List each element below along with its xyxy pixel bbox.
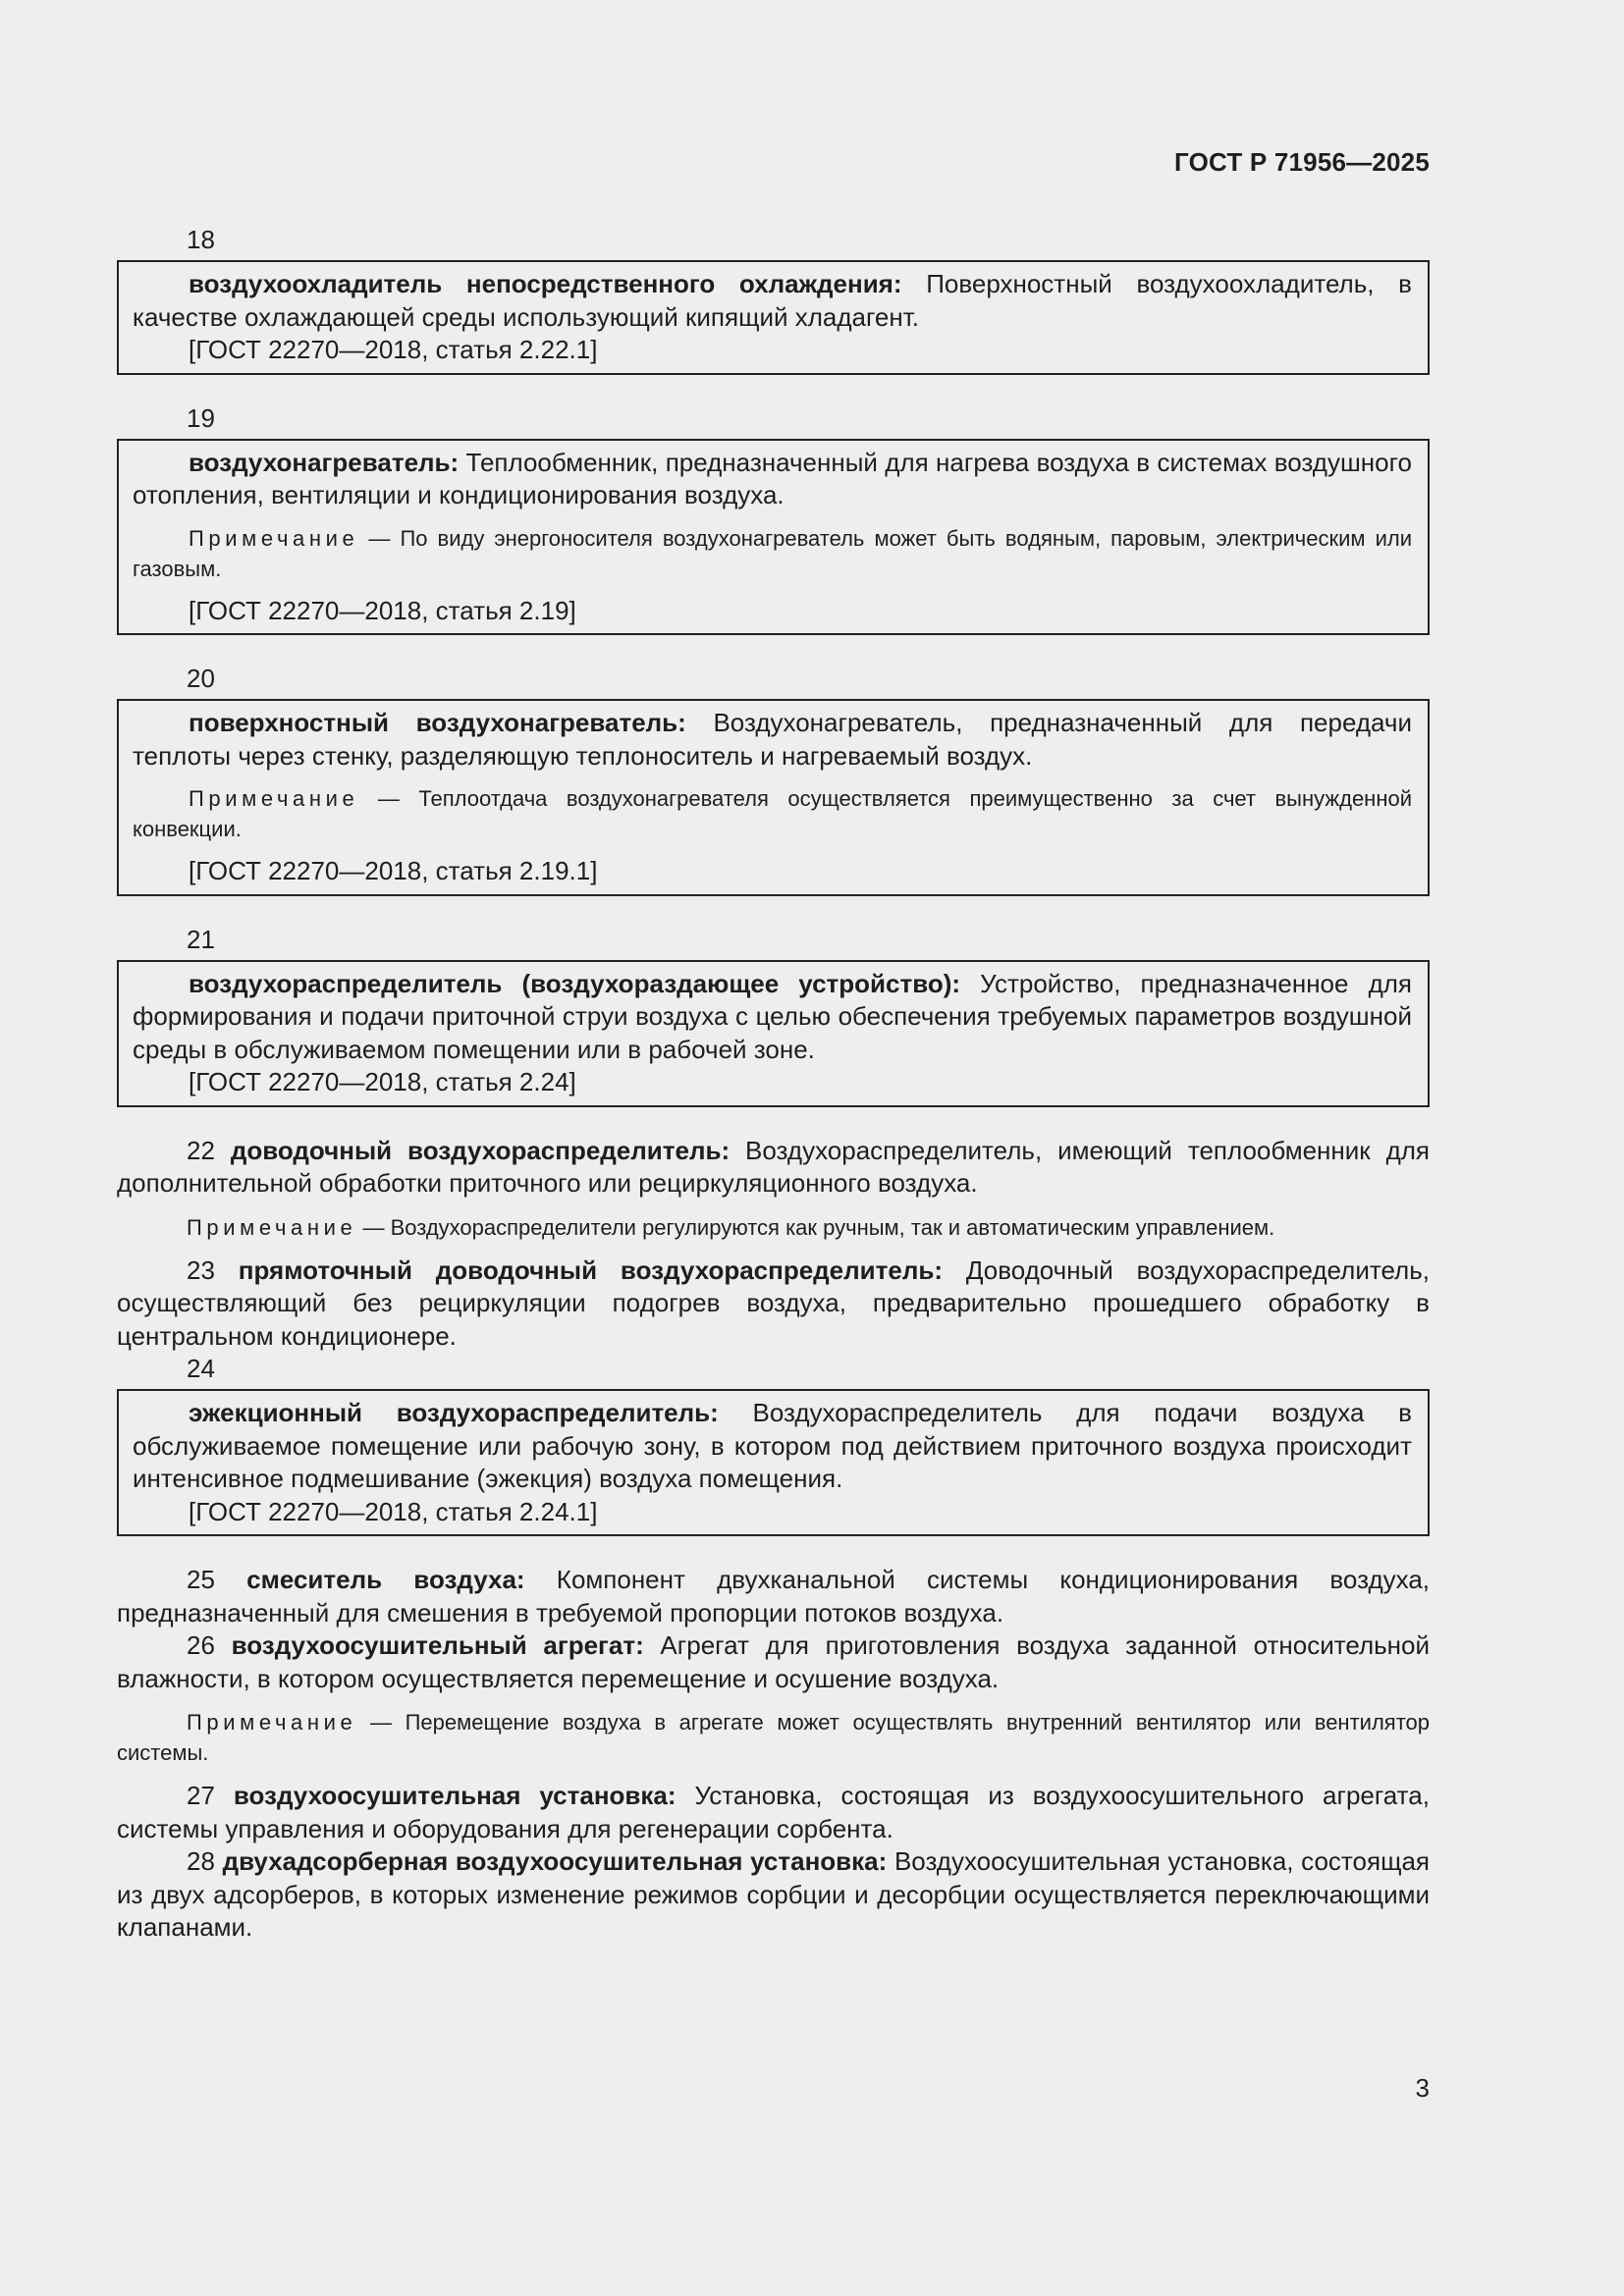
document-header-standard-code: ГОСТ Р 71956—2025: [1174, 147, 1430, 177]
term-title: доводочный воздухораспределитель:: [230, 1135, 731, 1165]
term-source: [ГОСТ 22270—2018, статья 2.24]: [189, 1067, 576, 1096]
term-number: 18: [187, 225, 215, 254]
term-definition-paragraph: [117, 1135, 1430, 1201]
term-paragraph-22: [117, 1135, 1430, 1243]
note-text: — Воздухораспределители регулируются как ручным, так и автоматическим управлением.: [356, 1214, 1275, 1240]
note-label: Примечание: [189, 786, 359, 811]
term-box-18: [117, 260, 1430, 375]
term-number: 24: [187, 1354, 215, 1383]
term-title: воздухоосушительный агрегат:: [231, 1630, 644, 1660]
term-definition-paragraph: [133, 1397, 1412, 1496]
term-source: [ГОСТ 22270—2018, статья 2.22.1]: [189, 335, 598, 364]
term-title: эжекционный воздухораспределитель:: [189, 1398, 719, 1427]
term-definition: Теплообменник, предназначенный для нагрева воздуха в системах воздушного отопления, вентиляции и кондиционирования воздуха.: [133, 447, 1412, 509]
term-definition-paragraph: [117, 1255, 1430, 1354]
note-label: Примечание: [187, 1710, 357, 1735]
term-definition-paragraph: [117, 1845, 1430, 1945]
note-text: — По виду энергоносителя воздухонагреватель может быть водяным, паровым, электрическим или газовым.: [133, 525, 1412, 581]
term-number: 26: [187, 1630, 215, 1660]
note-text: — Теплоотдача воздухонагревателя осуществляется преимущественно за счет вынужденной конвекции.: [133, 786, 1412, 841]
term-paragraph-27: [117, 1780, 1430, 1845]
term-number: 19: [187, 402, 215, 433]
term-definition-paragraph: [133, 968, 1412, 1067]
term-note: [133, 523, 1412, 584]
term-title: воздухоосушительная установка:: [233, 1781, 677, 1810]
term-paragraph-26: [117, 1629, 1430, 1768]
term-note: [117, 1707, 1430, 1768]
term-source: [ГОСТ 22270—2018, статья 2.19.1]: [189, 856, 598, 885]
term-paragraph-25: [117, 1564, 1430, 1629]
term-definition: Компонент двухканальной системы кондиционирования воздуха, предназначенный для смешения в требуемой пропорции потоков воздуха.: [117, 1565, 1431, 1628]
term-definition-paragraph: [117, 1780, 1430, 1845]
term-title: прямоточный доводочный воздухораспределитель:: [238, 1255, 943, 1285]
term-number: 23: [187, 1255, 215, 1285]
term-number: 28: [187, 1846, 215, 1876]
term-box-20: [117, 699, 1430, 896]
term-definition-paragraph: [133, 707, 1412, 773]
term-note: [133, 783, 1412, 844]
note-label: Примечание: [187, 1214, 357, 1240]
term-definition: Устройство, предназначенное для формирования и подачи приточной струи воздуха с целью обеспечения требуемых параметров воздушной среды в обслуживаемом помещении или в рабочей зоне.: [133, 968, 1412, 1064]
term-box-21: [117, 960, 1430, 1107]
note-label: Примечание: [189, 525, 359, 551]
term-number: 27: [187, 1781, 215, 1810]
term-number: 21: [187, 924, 215, 954]
term-note: [117, 1212, 1430, 1243]
term-definition: Воздухоосушительная установка, состоящая из двух адсорберов, в которых изменение режимов сорбции и десорбции осуществляется переключающими клапанами.: [117, 1846, 1431, 1942]
term-definition-paragraph: [117, 1629, 1430, 1695]
term-definition: Воздухораспределитель, имеющий теплообменник для дополнительной обработки приточного или рециркуляционного воздуха.: [117, 1135, 1430, 1198]
term-box-19: [117, 439, 1430, 636]
term-title: воздухораспределитель (воздухораздающее устройство):: [189, 968, 961, 998]
term-paragraph-23: [117, 1255, 1430, 1354]
term-source: [ГОСТ 22270—2018, статья 2.19]: [189, 595, 576, 625]
term-number: 25: [187, 1565, 215, 1594]
term-definition: Установка, состоящая из воздухоосушительного агрегата, системы управления и оборудования для регенерации сорбента.: [117, 1781, 1430, 1843]
term-definition: Агрегат для приготовления воздуха заданной относительной влажности, в котором осуществляется перемещение и осушение воздуха.: [117, 1630, 1430, 1693]
term-title: смеситель воздуха:: [246, 1565, 525, 1594]
term-number: 20: [187, 664, 215, 693]
note-text: — Перемещение воздуха в агрегате может осуществлять внутренний вентилятор или вентилятор системы.: [117, 1710, 1430, 1765]
term-definition: Воздухонагреватель, предназначенный для передачи теплоты через стенку, разделяющую теплоноситель и нагреваемый воздух.: [133, 708, 1412, 771]
term-definition-paragraph: [117, 1564, 1430, 1629]
term-title: поверхностный воздухонагреватель:: [189, 708, 686, 737]
term-definition: Воздухораспределитель для подачи воздуха в обслуживаемое помещение или рабочую зону, в котором под действием приточного воздуха происходит интенсивное подмешивание (эжекция) воздуха помещения.: [133, 1398, 1412, 1493]
term-definition-paragraph: [133, 447, 1412, 512]
term-box-24: [117, 1389, 1430, 1536]
term-number: 22: [187, 1135, 215, 1165]
document-body: [117, 224, 1430, 1945]
page-number: 3: [1415, 2073, 1430, 2103]
term-definition: Доводочный воздухораспределитель, осуществляющий без рециркуляции подогрев воздуха, предварительно прошедшего обработку в центральном кондиционере.: [117, 1255, 1430, 1351]
term-source: [ГОСТ 22270—2018, статья 2.24.1]: [189, 1496, 598, 1526]
term-definition: Поверхностный воздухоохладитель, в качестве охлаждающей среды использующий кипящий хладагент.: [133, 269, 1412, 332]
term-definition-paragraph: [133, 268, 1412, 334]
term-title: воздухоохладитель непосредственного охлаждения:: [189, 269, 902, 298]
term-title: двухадсорберная воздухоосушительная установка:: [222, 1846, 888, 1876]
term-title: воздухонагреватель:: [189, 447, 460, 477]
term-paragraph-28: [117, 1845, 1430, 1945]
